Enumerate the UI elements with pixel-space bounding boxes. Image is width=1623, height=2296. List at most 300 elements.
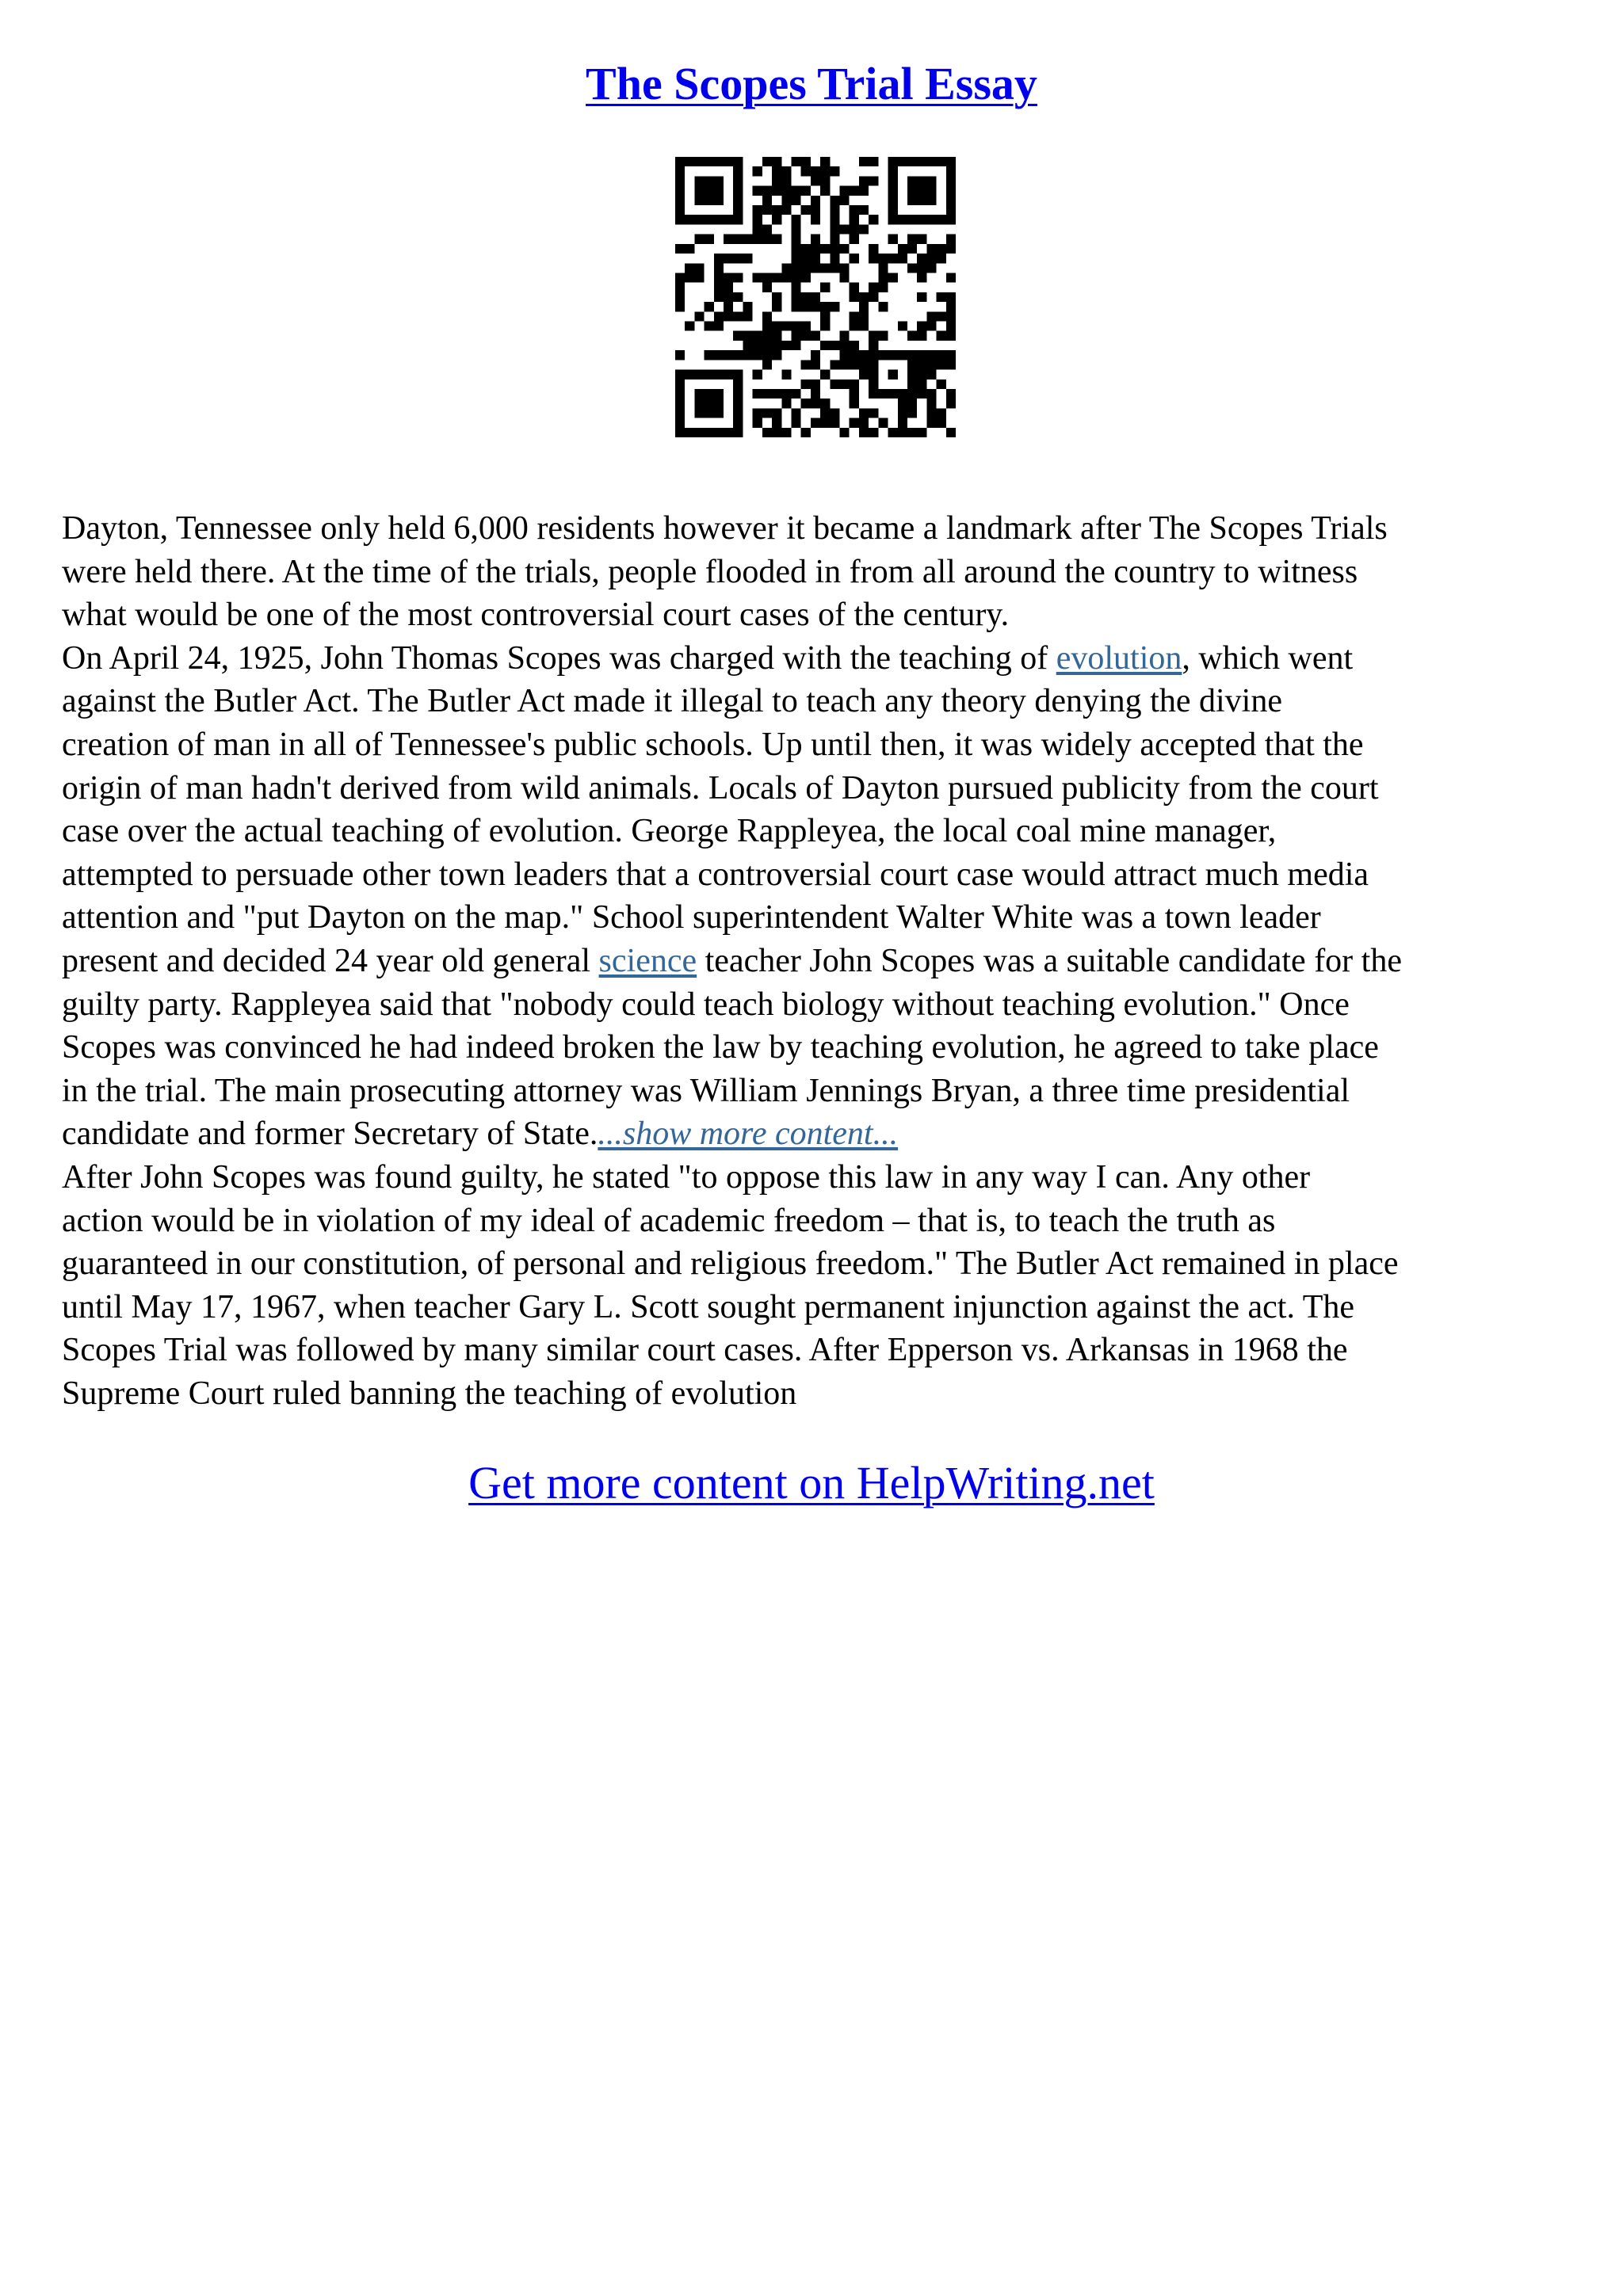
qr-module	[811, 235, 820, 244]
qr-module	[888, 176, 898, 185]
essay-line	[62, 1112, 1568, 1156]
qr-module	[820, 244, 830, 254]
qr-module	[675, 283, 685, 292]
qr-module	[811, 360, 820, 369]
qr-module	[762, 186, 772, 196]
qr-module	[946, 235, 956, 244]
qr-module	[820, 283, 830, 292]
qr-module	[772, 322, 781, 331]
qr-module	[907, 360, 917, 369]
qr-module	[762, 273, 772, 282]
qr-module	[762, 196, 772, 205]
qr-module	[733, 408, 743, 418]
qr-module	[762, 389, 772, 399]
qr-module	[946, 428, 956, 437]
qr-module	[907, 350, 917, 360]
qr-module	[869, 389, 878, 399]
qr-module	[917, 360, 926, 369]
qr-module	[801, 428, 811, 437]
qr-module	[946, 389, 956, 399]
qr-module	[926, 176, 936, 185]
qr-module	[791, 389, 800, 399]
qr-module	[801, 254, 811, 263]
essay-line-part: candidate and former Secretary of State.	[62, 1116, 598, 1153]
qr-module	[733, 254, 743, 263]
show-more-content-link[interactable]: ...show more content...	[598, 1116, 899, 1153]
qr-module	[907, 196, 917, 205]
qr-code-icon	[675, 157, 956, 437]
qr-module	[859, 428, 869, 437]
qr-module	[694, 176, 704, 185]
qr-module	[714, 292, 724, 302]
qr-module	[907, 215, 917, 224]
qr-module	[724, 302, 733, 311]
qr-module	[801, 263, 811, 273]
qr-module	[850, 418, 859, 428]
qr-module	[811, 263, 820, 273]
qr-module	[946, 186, 956, 196]
qr-module	[888, 273, 898, 282]
essay-line: attention and "put Dayton on the map." School superintendent Walter White was a town leader	[62, 899, 1321, 936]
qr-module	[694, 215, 704, 224]
qr-module	[675, 244, 685, 254]
qr-module	[878, 418, 888, 428]
qr-module	[694, 408, 704, 418]
qr-module	[888, 370, 898, 379]
qr-module	[859, 205, 869, 215]
qr-module	[733, 331, 743, 341]
qr-module	[937, 350, 946, 360]
qr-module	[694, 263, 704, 273]
qr-module	[762, 311, 772, 321]
qr-module	[705, 370, 714, 379]
qr-module	[898, 418, 907, 428]
qr-module	[840, 331, 850, 341]
qr-module	[685, 215, 694, 224]
qr-module	[888, 389, 898, 399]
qr-module	[762, 205, 772, 215]
qr-module	[820, 186, 830, 196]
qr-module	[917, 176, 926, 185]
qr-module	[888, 350, 898, 360]
qr-module	[675, 166, 685, 176]
qr-module	[675, 389, 685, 399]
qr-module	[762, 157, 772, 166]
qr-module	[714, 196, 724, 205]
qr-module	[791, 157, 800, 166]
qr-module	[937, 215, 946, 224]
qr-module	[762, 224, 772, 234]
qr-module	[850, 186, 859, 196]
qr-module	[675, 399, 685, 408]
qr-module	[888, 196, 898, 205]
qr-module	[840, 341, 850, 350]
qr-module	[869, 331, 878, 341]
essay-line: until May 17, 1967, when teacher Gary L. Scott sought permanent injunction against the act. The	[62, 1288, 1354, 1325]
qr-module	[753, 166, 762, 176]
qr-module	[753, 350, 762, 360]
qr-module	[781, 273, 791, 282]
qr-module	[781, 389, 791, 399]
essay-line-part: teacher John Scopes was a suitable candidate for the	[697, 942, 1402, 979]
qr-module	[801, 360, 811, 369]
qr-module	[850, 254, 859, 263]
qr-module	[946, 205, 956, 215]
qr-module	[724, 254, 733, 263]
essay-line: attempted to persuade other town leaders that a controversial court case would attract much media	[62, 856, 1369, 893]
qr-module	[946, 157, 956, 166]
qr-module	[714, 157, 724, 166]
qr-module	[781, 322, 791, 331]
qr-module	[714, 263, 724, 273]
qr-module	[705, 322, 714, 331]
qr-module	[753, 341, 762, 350]
qr-module	[791, 224, 800, 234]
qr-module	[946, 399, 956, 408]
qr-module	[762, 428, 772, 437]
qr-module	[733, 166, 743, 176]
qr-module	[772, 331, 781, 341]
qr-module	[840, 350, 850, 360]
qr-module	[724, 283, 733, 292]
qr-module	[907, 331, 917, 341]
qr-module	[820, 370, 830, 379]
qr-module	[907, 428, 917, 437]
qr-module	[917, 428, 926, 437]
qr-module	[714, 273, 724, 282]
qr-module	[937, 418, 946, 428]
qr-module	[724, 215, 733, 224]
qr-module	[714, 176, 724, 185]
qr-module	[859, 186, 869, 196]
qr-module	[705, 186, 714, 196]
qr-module	[830, 418, 839, 428]
qr-module	[946, 244, 956, 254]
qr-module	[811, 215, 820, 224]
qr-module	[811, 205, 820, 215]
qr-module	[878, 273, 888, 282]
qr-module	[694, 157, 704, 166]
essay-line-part: present and decided 24 year old general	[62, 942, 599, 979]
qr-module	[714, 283, 724, 292]
qr-module	[926, 389, 936, 399]
qr-module	[850, 224, 859, 234]
qr-module	[869, 215, 878, 224]
qr-module	[926, 350, 936, 360]
qr-module	[772, 341, 781, 350]
qr-module	[675, 196, 685, 205]
qr-module	[907, 157, 917, 166]
qr-module	[946, 311, 956, 321]
qr-module	[946, 196, 956, 205]
qr-module	[801, 331, 811, 341]
qr-module	[926, 311, 936, 321]
qr-module	[694, 389, 704, 399]
qr-module	[801, 244, 811, 254]
qr-module	[791, 244, 800, 254]
qr-module	[830, 244, 839, 254]
qr-module	[820, 176, 830, 185]
qr-module	[869, 350, 878, 360]
qr-module	[753, 370, 762, 379]
qr-module	[888, 235, 898, 244]
qr-module	[898, 157, 907, 166]
essay-line: Scopes Trial was followed by many similar court cases. After Epperson vs. Arkansas in 1968 the	[62, 1332, 1348, 1369]
qr-module	[878, 350, 888, 360]
qr-module	[733, 157, 743, 166]
qr-module	[917, 389, 926, 399]
qr-module	[772, 350, 781, 360]
qr-module	[714, 186, 724, 196]
qr-module	[850, 292, 859, 302]
qr-module	[675, 379, 685, 389]
qr-module	[811, 292, 820, 302]
essay-line: guaranteed in our constitution, of personal and religious freedom." The Butler Act remained in place	[62, 1245, 1399, 1283]
qr-module	[675, 292, 685, 302]
qr-module	[811, 379, 820, 389]
qr-module	[840, 224, 850, 234]
qr-module	[917, 254, 926, 263]
qr-module	[675, 418, 685, 428]
qr-module	[869, 370, 878, 379]
qr-module	[714, 254, 724, 263]
qr-module	[820, 311, 830, 321]
essay-line: were held there. At the time of the trials, people flooded in from all around the country to witness	[62, 553, 1358, 590]
qr-module	[743, 341, 752, 350]
qr-module	[685, 273, 694, 282]
science-link[interactable]: science	[598, 942, 697, 979]
qr-module	[753, 408, 762, 418]
qr-module	[801, 399, 811, 408]
essay-line: Scopes was convinced he had indeed broken the law by teaching evolution, he agreed to take place	[62, 1029, 1379, 1066]
qr-module	[743, 311, 752, 321]
qr-module	[878, 263, 888, 273]
footer-container	[0, 1456, 1623, 1509]
qr-module	[743, 350, 752, 360]
qr-module	[733, 389, 743, 399]
qr-module	[907, 399, 917, 408]
qr-module	[733, 379, 743, 389]
qr-module	[898, 322, 907, 331]
qr-module	[762, 350, 772, 360]
qr-module	[926, 322, 936, 331]
qr-module	[850, 360, 859, 369]
qr-module	[820, 399, 830, 408]
qr-module	[705, 157, 714, 166]
qr-module	[811, 302, 820, 311]
qr-module	[907, 263, 917, 273]
qr-module	[714, 389, 724, 399]
qr-module	[791, 302, 800, 311]
helpwriting-link[interactable]: Get more content on HelpWriting.net	[468, 1457, 1155, 1508]
qr-module	[705, 176, 714, 185]
qr-modules	[675, 157, 956, 437]
qr-module	[781, 205, 791, 215]
qr-module	[772, 302, 781, 311]
qr-module	[694, 428, 704, 437]
qr-module	[714, 428, 724, 437]
qr-module	[859, 408, 869, 418]
qr-module	[840, 244, 850, 254]
qr-module	[907, 244, 917, 254]
qr-module	[869, 379, 878, 389]
qr-module	[791, 263, 800, 273]
qr-module	[733, 370, 743, 379]
essay-line: case over the actual teaching of evolution. George Rappleyea, the local coal mine manager,	[62, 813, 1277, 850]
qr-module	[801, 292, 811, 302]
qr-module	[714, 399, 724, 408]
qr-module	[781, 196, 791, 205]
qr-module	[830, 205, 839, 215]
qr-module	[733, 235, 743, 244]
qr-module	[898, 215, 907, 224]
qr-module	[859, 418, 869, 428]
qr-module	[840, 186, 850, 196]
qr-module	[811, 244, 820, 254]
qr-module	[705, 399, 714, 408]
qr-module	[811, 331, 820, 341]
qr-module	[753, 389, 762, 399]
qr-module	[869, 157, 878, 166]
qr-module	[705, 389, 714, 399]
qr-module	[850, 235, 859, 244]
qr-module	[733, 205, 743, 215]
qr-module	[820, 157, 830, 166]
qr-module	[733, 399, 743, 408]
qr-module	[907, 389, 917, 399]
qr-module	[830, 224, 839, 234]
qr-module	[859, 322, 869, 331]
essay-line: what would be one of the most controversial court cases of the century.	[62, 597, 1010, 634]
essay-line: creation of man in all of Tennessee's public schools. Up until then, it was widely accepted that the	[62, 726, 1364, 763]
qr-module	[859, 292, 869, 302]
qr-module	[781, 263, 791, 273]
title-container	[0, 57, 1623, 110]
qr-module	[724, 350, 733, 360]
qr-module	[917, 292, 926, 302]
qr-module	[926, 157, 936, 166]
qr-module	[830, 263, 839, 273]
qr-module	[714, 215, 724, 224]
qr-module	[888, 205, 898, 215]
evolution-link[interactable]: evolution	[1056, 639, 1182, 677]
qr-module	[859, 311, 869, 321]
qr-module	[917, 273, 926, 282]
qr-module	[820, 322, 830, 331]
qr-module	[898, 408, 907, 418]
qr-module	[724, 157, 733, 166]
qr-module	[917, 322, 926, 331]
qr-module	[946, 273, 956, 282]
qr-module	[946, 331, 956, 341]
qr-module	[694, 311, 704, 321]
qr-module	[888, 428, 898, 437]
qr-module	[772, 389, 781, 399]
qr-module	[869, 244, 878, 254]
qr-module	[946, 166, 956, 176]
qr-module	[791, 235, 800, 244]
qr-module	[869, 428, 878, 437]
qr-module	[791, 341, 800, 350]
qr-module	[926, 196, 936, 205]
qr-module	[685, 370, 694, 379]
qr-module	[743, 235, 752, 244]
document-title-link[interactable]: The Scopes Trial Essay	[586, 58, 1037, 109]
qr-module	[830, 408, 839, 418]
qr-module	[772, 235, 781, 244]
qr-module	[714, 322, 724, 331]
qr-module	[811, 350, 820, 360]
qr-module	[917, 215, 926, 224]
qr-module	[888, 186, 898, 196]
qr-module	[830, 341, 839, 350]
qr-module	[694, 235, 704, 244]
qr-module	[907, 370, 917, 379]
qr-module	[830, 254, 839, 263]
qr-module	[937, 331, 946, 341]
qr-module	[850, 322, 859, 331]
qr-module	[762, 322, 772, 331]
essay-line-part: On April 24, 1925, John Thomas Scopes was charged with the teaching of	[62, 639, 1056, 677]
qr-module	[850, 205, 859, 215]
qr-module	[772, 205, 781, 215]
qr-module	[791, 283, 800, 292]
qr-module	[791, 331, 800, 341]
qr-module	[869, 176, 878, 185]
qr-module	[801, 302, 811, 311]
qr-module	[705, 302, 714, 311]
qr-module	[791, 292, 800, 302]
qr-module	[811, 254, 820, 263]
qr-module	[743, 302, 752, 311]
qr-module	[714, 370, 724, 379]
qr-module	[898, 428, 907, 437]
qr-module	[733, 350, 743, 360]
qr-module	[811, 389, 820, 399]
qr-module	[781, 166, 791, 176]
qr-module	[694, 186, 704, 196]
qr-module	[694, 370, 704, 379]
qr-module	[937, 379, 946, 389]
qr-module	[859, 176, 869, 185]
qr-module	[801, 273, 811, 282]
qr-module	[791, 215, 800, 224]
qr-module	[772, 418, 781, 428]
qr-module	[917, 350, 926, 360]
qr-module	[869, 360, 878, 369]
qr-module	[772, 186, 781, 196]
qr-module	[926, 215, 936, 224]
qr-module	[801, 157, 811, 166]
qr-module	[878, 331, 888, 341]
qr-module	[685, 263, 694, 273]
qr-module	[772, 176, 781, 185]
qr-module	[705, 350, 714, 360]
qr-module	[850, 215, 859, 224]
qr-module	[888, 254, 898, 263]
qr-module	[898, 350, 907, 360]
essay-line: After John Scopes was found guilty, he stated "to oppose this law in any way I can. Any other	[62, 1158, 1311, 1196]
qr-module	[937, 408, 946, 418]
qr-module	[801, 322, 811, 331]
qr-module	[811, 399, 820, 408]
qr-module	[898, 244, 907, 254]
qr-module	[705, 428, 714, 437]
essay-line-part: , which went	[1182, 639, 1354, 677]
qr-module	[878, 283, 888, 292]
essay-line	[62, 940, 1568, 983]
qr-module	[724, 428, 733, 437]
